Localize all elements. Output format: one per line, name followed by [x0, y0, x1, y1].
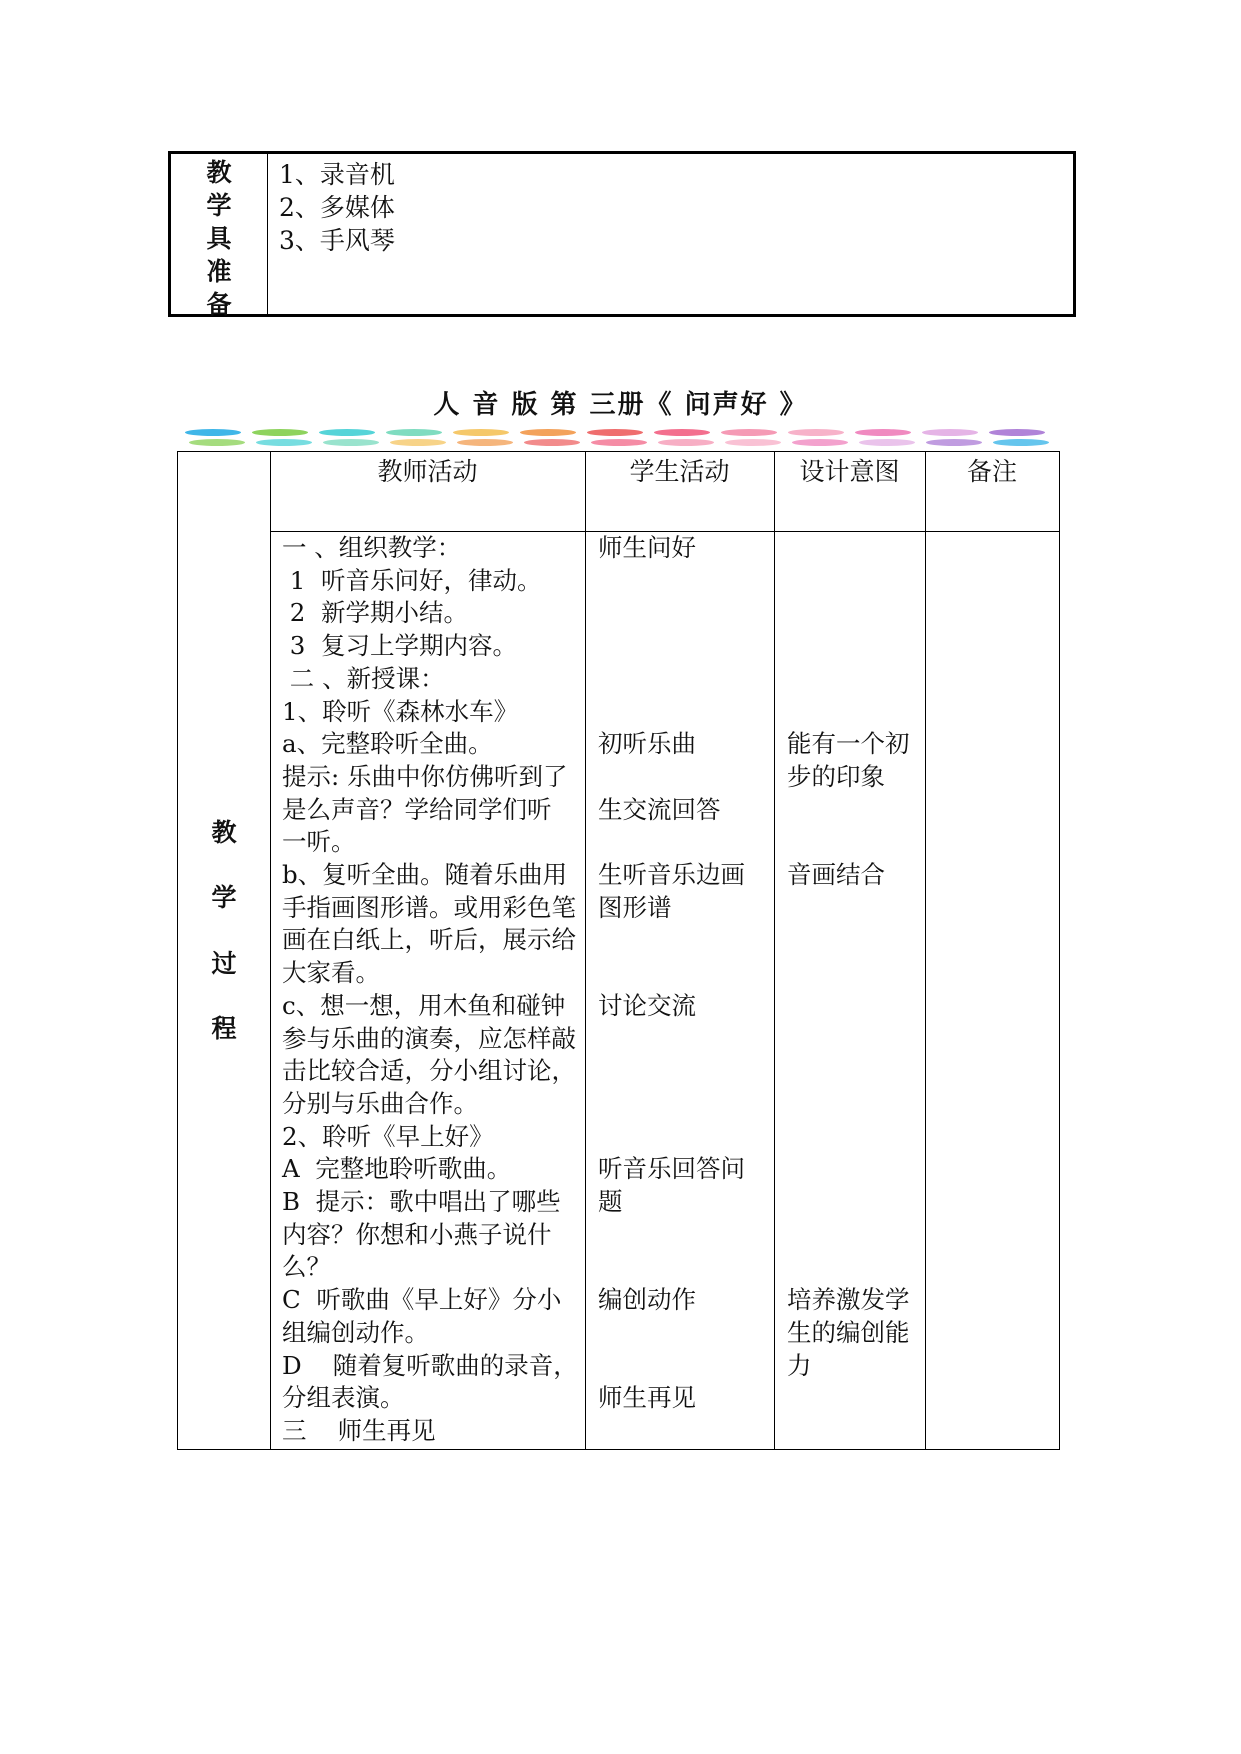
- student-activity-line: 生听音乐边画: [598, 860, 745, 889]
- side-label-char: 学: [211, 883, 237, 912]
- student-activity-line: 初听乐曲: [598, 729, 696, 759]
- band-dot: [453, 429, 509, 436]
- equipment-item: 1、录音机: [279, 160, 395, 189]
- teacher-activity-line: a、完整聆听全曲。: [282, 729, 493, 759]
- band-dot: [926, 439, 982, 446]
- teacher-activity-line: 么？: [282, 1252, 331, 1282]
- decorative-dot-band: [185, 429, 1055, 451]
- header-student: 学生活动: [629, 457, 730, 486]
- band-dot: [520, 429, 576, 436]
- student-activity-line: 师生问好: [598, 533, 696, 562]
- band-dot: [524, 439, 580, 446]
- side-label-char: 过: [211, 949, 237, 978]
- band-dot: [788, 429, 844, 436]
- teacher-activity-column: [282, 532, 578, 1448]
- design-intent-line: 培养激发学: [787, 1285, 910, 1315]
- side-label-char: 教: [211, 818, 237, 847]
- design-intent-line: 力: [787, 1350, 812, 1380]
- teacher-activity-line: c、想一想，用木鱼和碰钟: [282, 990, 566, 1020]
- student-activity-line: 图形谱: [598, 892, 672, 922]
- band-dot: [256, 439, 312, 446]
- band-dot: [591, 439, 647, 446]
- column-divider: [585, 452, 586, 1449]
- teacher-activity-line: 大家看。: [282, 958, 380, 988]
- design-intent-line: 步的印象: [787, 761, 885, 791]
- band-dot: [319, 429, 375, 436]
- teacher-activity-line: 1、聆听《森林水车》: [282, 696, 519, 726]
- band-dot: [654, 429, 710, 436]
- student-activity-line: 讨论交流: [598, 990, 696, 1020]
- student-activity-line: 听音乐回答问: [598, 1154, 745, 1184]
- teacher-activity-line: C 听歌曲《早上好》分小: [282, 1285, 562, 1315]
- band-dot: [922, 429, 978, 436]
- header-remarks: 备注: [966, 457, 1017, 486]
- equipment-table: [168, 151, 1076, 317]
- side-label: [178, 452, 270, 1449]
- band-dot: [587, 429, 643, 436]
- teacher-activity-line: 组编创动作。: [282, 1317, 429, 1347]
- teacher-activity-line: 2 新学期小结。: [282, 598, 468, 628]
- teacher-activity-line: 提示: 乐曲中你仿佛听到了: [282, 761, 568, 791]
- band-dot: [993, 439, 1049, 446]
- label-char: 准: [206, 257, 232, 286]
- teacher-activity-line: 画在白纸上，听后，展示给: [282, 925, 576, 955]
- student-activity-line: 生交流回答: [598, 794, 721, 824]
- column-divider: [270, 452, 271, 1449]
- student-activity-line: 师生再见: [598, 1383, 696, 1413]
- side-label-char: 程: [211, 1014, 237, 1043]
- design-intent-line: 能有一个初: [787, 729, 910, 759]
- teacher-activity-line: b、复听全曲。随着乐曲用: [282, 860, 568, 890]
- teacher-activity-line: 2、聆听《早上好》: [282, 1121, 494, 1151]
- band-dot: [189, 439, 245, 446]
- band-dot: [323, 439, 379, 446]
- band-dot: [725, 439, 781, 446]
- label-char: 教: [206, 158, 232, 187]
- student-activity-line: 编创动作: [598, 1285, 696, 1315]
- label-char: 学: [206, 191, 232, 220]
- band-dot: [390, 439, 446, 446]
- teacher-activity-line: 参与乐曲的演奏，应怎样敲: [282, 1023, 576, 1053]
- equipment-list: [279, 158, 395, 257]
- teaching-process-table: [177, 451, 1060, 1450]
- band-dot: [185, 429, 241, 436]
- teacher-activity-line: 3 复习上学期内容。: [282, 631, 517, 661]
- teacher-activity-line: D 随着复听歌曲的录音，: [282, 1350, 578, 1380]
- band-dot: [989, 429, 1045, 436]
- band-dot: [721, 429, 777, 436]
- lesson-title: 人 音 版 第 三册《 问声好 》: [433, 390, 808, 420]
- label-char: 备: [206, 290, 232, 319]
- teacher-activity-line: 三 师生再见: [282, 1415, 436, 1445]
- design-intent-line: 生的编创能: [787, 1317, 910, 1347]
- band-dot: [855, 429, 911, 436]
- equipment-label-cell: [171, 154, 268, 319]
- teacher-activity-line: 分组表演。: [282, 1383, 405, 1413]
- teacher-activity-line: A 完整地聆听歌曲。: [282, 1154, 512, 1184]
- teacher-activity-line: 分别与乐曲合作。: [282, 1088, 478, 1118]
- teacher-activity-line: 击比较合适，分小组讨论，: [282, 1056, 576, 1086]
- teacher-activity-line: 一听。: [282, 827, 356, 857]
- column-divider: [774, 452, 775, 1449]
- teacher-activity-line: 手指画图形谱。或用彩色笔: [282, 892, 576, 922]
- header-intent: 设计意图: [799, 457, 900, 486]
- teacher-activity-line: 内容？你想和小燕子说什: [282, 1219, 552, 1249]
- band-dot: [457, 439, 513, 446]
- band-dot: [792, 439, 848, 446]
- column-divider: [925, 452, 926, 1449]
- teacher-activity-line: 一 、组织教学：: [282, 533, 462, 562]
- equipment-item: 3、手风琴: [279, 226, 395, 255]
- header-teacher: 教师活动: [377, 457, 478, 486]
- band-dot: [859, 439, 915, 446]
- teacher-activity-line: 1 听音乐问好，律动。: [282, 565, 542, 595]
- equipment-item: 2、多媒体: [279, 193, 395, 222]
- design-intent-line: 音画结合: [787, 860, 885, 889]
- band-dot: [252, 429, 308, 436]
- teacher-activity-line: B 提示：歌中唱出了哪些: [282, 1187, 561, 1217]
- label-char: 具: [206, 224, 232, 253]
- band-dot: [658, 439, 714, 446]
- student-activity-line: 题: [598, 1187, 623, 1216]
- teacher-activity-line: 是么声音？学给同学们听: [282, 794, 552, 824]
- teacher-activity-line: 二 、新授课：: [282, 663, 445, 693]
- band-dot: [386, 429, 442, 436]
